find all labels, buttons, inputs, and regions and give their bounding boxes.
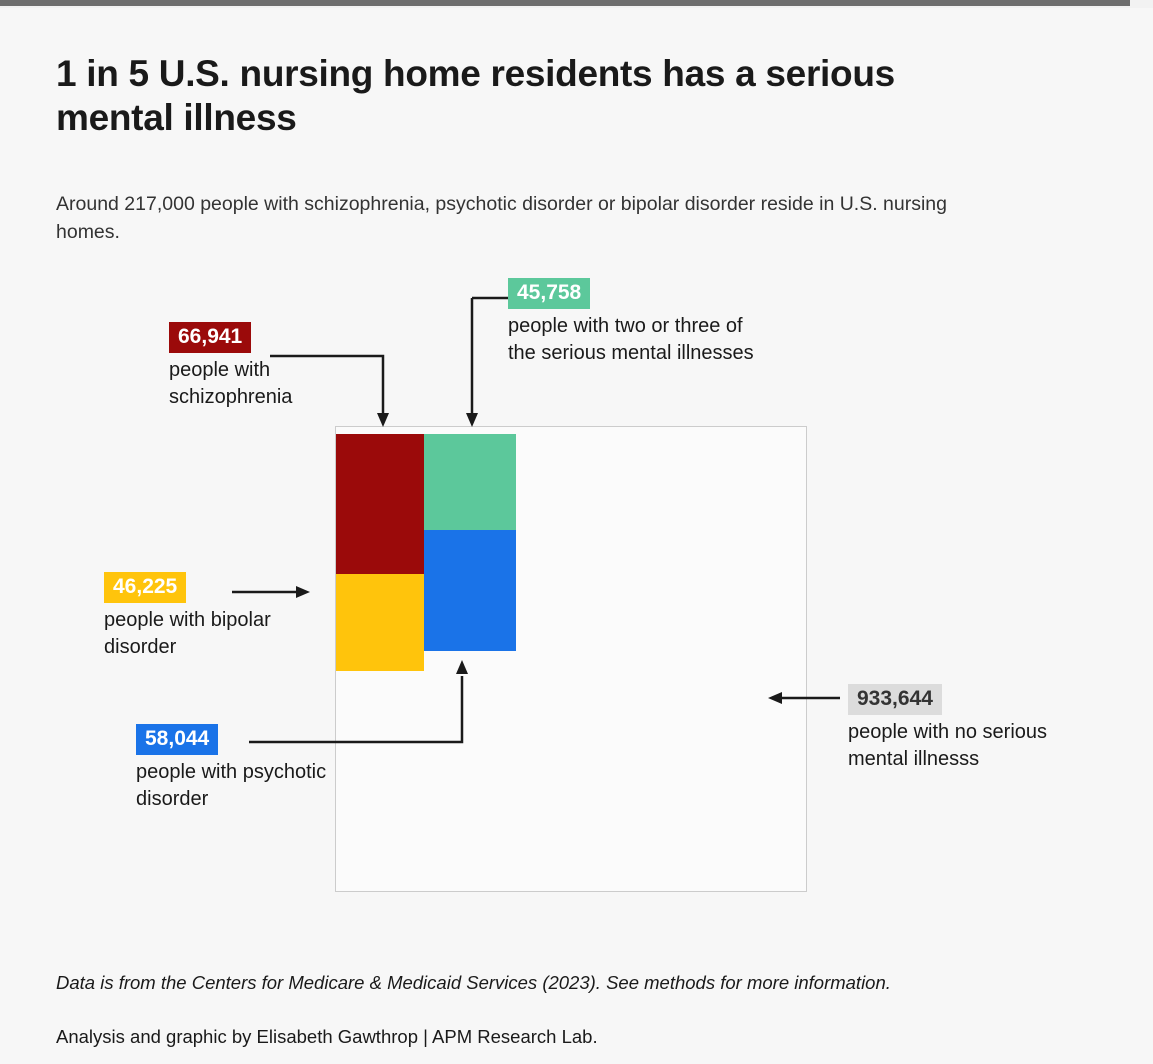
- annotation-text-schizophrenia: people with schizophrenia: [169, 359, 293, 408]
- annotation-no-serious-mental-illness: [848, 684, 1078, 772]
- page-title: 1 in 5 U.S. nursing home residents has a serious mental illness: [56, 53, 895, 138]
- annotation-value-schizophrenia: 66,941: [169, 322, 251, 353]
- annotation-psychotic: [136, 724, 346, 812]
- chart-block-bipolar: [336, 574, 424, 671]
- annotation-value-none: 933,644: [848, 684, 942, 715]
- page-subtitle: Around 217,000 people with schizophrenia, psychotic disorder or bipolar disorder reside in U.S. nursing homes.: [56, 193, 948, 244]
- window-top-bar: [0, 0, 1153, 8]
- source-note: Data is from the Centers for Medicare & Medicaid Services (2023). See methods for more information.: [56, 972, 891, 993]
- annotation-text-psychotic: people with psychotic disorder: [136, 761, 327, 810]
- annotation-value-psychotic: 58,044: [136, 724, 218, 755]
- annotation-value-two-or-three: 45,758: [508, 278, 590, 309]
- chart-block-schizophrenia: [336, 434, 424, 574]
- annotation-text-bipolar: people with bipolar disorder: [104, 609, 271, 658]
- chart-block-psychotic: [424, 530, 516, 651]
- top-bar-fill: [0, 0, 1130, 6]
- annotation-text-none: people with no serious mental illnesss: [848, 721, 1048, 770]
- chart-block-two-or-three: [424, 434, 516, 530]
- annotation-text-two-or-three: people with two or three of the serious mental illnesses: [508, 315, 754, 364]
- credit-line: Analysis and graphic by Elisabeth Gawthrop | APM Research Lab.: [56, 1026, 598, 1047]
- annotation-schizophrenia: [169, 322, 379, 410]
- annotation-value-bipolar: 46,225: [104, 572, 186, 603]
- annotation-bipolar: [104, 572, 324, 660]
- treemap-chart: [0, 8, 1153, 1064]
- graphic-page: [0, 8, 1153, 1064]
- annotation-two-or-three: [508, 278, 758, 366]
